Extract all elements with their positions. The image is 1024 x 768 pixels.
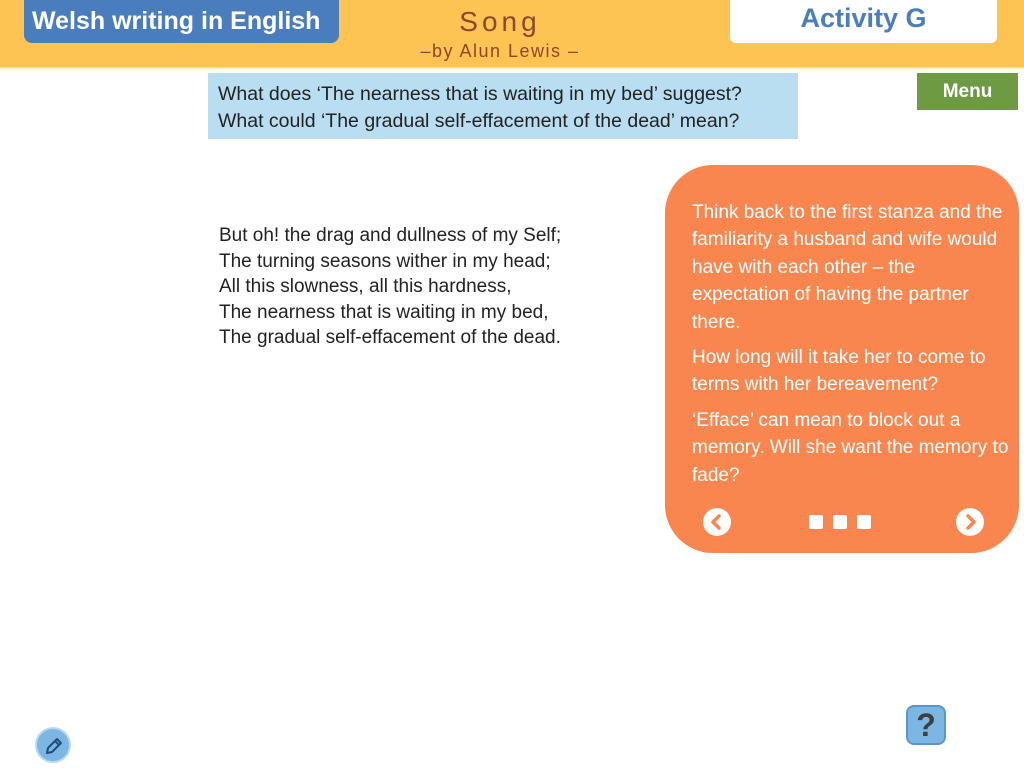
pencil-icon [43,735,65,757]
hint-text [692,199,1012,497]
previous-button[interactable] [703,508,731,536]
title-block [380,6,620,63]
brand-badge: Welsh writing in English [24,0,339,43]
hint-paragraph: How long will it take her to come to terms with her bereavement? [692,347,986,396]
poem-excerpt [219,223,639,351]
hint-paragraph: Think back to the first stanza and the familiarity a husband and wife would have with each other – the expectation of having the partner there. [692,202,1003,333]
poem-line: But oh! the drag and dullness of my Self; [219,225,562,246]
poem-line: The gradual self-effacement of the dead. [219,327,561,349]
pager-dot[interactable] [833,515,847,529]
chevron-left-icon [703,508,731,536]
question-line: What could ‘The gradual self-effacement of the dead’ mean? [218,110,740,132]
header-shadow [0,67,1024,70]
question-box [208,73,798,139]
page-title: Song [459,6,541,37]
pager-dot[interactable] [809,515,823,529]
poem-line: All this slowness, all this hardness, [219,276,512,298]
question-line: What does ‘The nearness that is waiting in my bed’ suggest? [218,83,742,105]
question-mark-icon: ? [916,707,936,743]
hint-panel [665,165,1019,553]
page-subtitle: –by Alun Lewis – [420,41,580,61]
hint-paragraph: ‘Efface’ can mean to block out a memory. Will she want the memory to fade? [692,409,1009,486]
chevron-right-icon [956,508,984,536]
poem-line: The nearness that is waiting in my bed, [219,301,549,323]
next-button[interactable] [956,508,984,536]
help-button[interactable] [906,705,946,745]
poem-line: The turning seasons wither in my head; [219,250,551,272]
activity-tab: Activity G [730,0,997,43]
pager [809,515,871,529]
menu-button[interactable]: Menu [917,73,1018,110]
pencil-button[interactable] [35,727,71,763]
pager-dot[interactable] [857,515,871,529]
